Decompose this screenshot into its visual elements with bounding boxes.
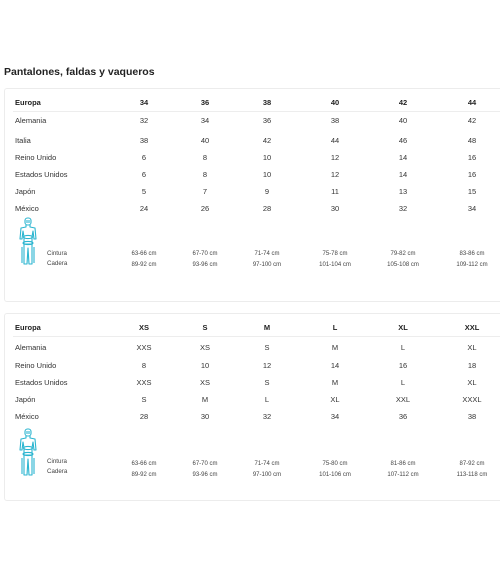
table-row [5,358,500,374]
table-cell: 36 [262,116,272,125]
hip-value: 109-112 cm [456,262,488,268]
measurement-cell [114,459,174,481]
table-cell: 36 [200,98,210,107]
row-label: Europa [15,98,41,107]
table-cell: L [400,343,406,352]
table-cell: 38 [330,116,340,125]
table-row [5,184,500,200]
table-cell: 7 [202,187,208,196]
waist-value: 67-70 cm [192,251,218,257]
table-cell: 24 [139,204,149,213]
waist-value: 71-74 cm [254,461,280,467]
row-divider [13,336,500,337]
hip-value: 113-118 cm [456,472,488,478]
hip-value: 101-106 cm [319,472,351,478]
table-cell: XS [199,343,210,352]
measurement-cell [305,249,365,271]
measurement-cell [305,459,365,481]
table-cell: 34 [467,204,477,213]
table-cell: S [141,395,147,404]
table-cell: L [264,395,270,404]
table-cell: 10 [262,170,272,179]
table-cell: 14 [330,361,340,370]
table-cell: 13 [398,187,408,196]
table-cell: 46 [398,136,408,145]
table-cell: 8 [141,361,147,370]
table-cell: 16 [467,153,477,162]
table-cell: 40 [398,116,408,125]
measurement-cell [175,249,235,271]
table-cell: 14 [398,153,408,162]
measurement-cell [237,249,297,271]
table-cell: 26 [200,204,210,213]
table-cell: 28 [262,204,272,213]
table-cell: 42 [467,116,477,125]
measurement-labels [47,249,67,269]
table-row [5,113,500,129]
table-cell: 40 [200,136,210,145]
table-cell: 38 [262,98,272,107]
measurement-cell [373,459,433,481]
waist-value: 83-86 cm [459,251,485,257]
hip-label: Cadera [47,260,68,267]
measurement-labels [47,457,67,477]
table-cell: L [400,378,406,387]
table-cell: S [202,323,208,332]
row-label: Europa [15,323,41,332]
measurement-cell [237,459,297,481]
table-cell: M [331,378,339,387]
table-cell: 6 [141,170,147,179]
waist-value: 75-80 cm [322,461,348,467]
table-cell: 36 [398,412,408,421]
table-cell: 32 [398,204,408,213]
table-cell: 12 [262,361,272,370]
table-cell: 34 [330,412,340,421]
table-cell: 30 [330,204,340,213]
table-cell: XL [467,343,477,352]
waist-value: 79-82 cm [390,251,416,257]
measurement-cell [442,459,500,481]
table-cell: 40 [330,98,340,107]
table-row [5,340,500,356]
table-cell: 44 [330,136,340,145]
table-cell: 16 [398,361,408,370]
table-cell: XS [138,323,149,332]
waist-value: 75-78 cm [322,251,348,257]
table-cell: XXXL [462,395,482,404]
table-cell: 44 [467,98,477,107]
table-cell: 32 [262,412,272,421]
table-cell: 10 [200,361,210,370]
measurement-cell [442,249,500,271]
table-cell: 12 [330,153,340,162]
table-cell: 42 [398,98,408,107]
row-label: Reino Unido [15,361,57,370]
hip-value: 93-96 cm [192,262,218,268]
table-cell: 28 [139,412,149,421]
row-label: Reino Unido [15,153,57,162]
measurement-cell [373,249,433,271]
table-cell: M [331,343,339,352]
table-cell: S [264,378,270,387]
hip-value: 105-108 cm [387,262,419,268]
table-header-row [5,320,500,336]
table-cell: S [264,343,270,352]
table-cell: 11 [331,187,339,196]
table-cell: M [201,395,209,404]
page-title: Pantalones, faldas y vaqueros [4,66,155,78]
table-row [5,375,500,391]
row-divider [13,111,500,112]
table-cell: XL [330,395,340,404]
row-label: Japón [15,187,36,196]
row-label: Japón [15,395,36,404]
measurement-cell [114,249,174,271]
row-label: Alemania [15,343,47,352]
hip-value: 97-100 cm [252,472,282,478]
table-cell: 6 [141,153,147,162]
row-label: Alemania [15,116,47,125]
table-cell: 8 [202,153,208,162]
table-cell: L [332,323,338,332]
hip-value: 107-112 cm [387,472,419,478]
table-cell: 14 [398,170,408,179]
body-measurement-icon [17,428,39,478]
table-row [5,167,500,183]
row-label: Estados Unidos [15,170,68,179]
table-cell: 18 [467,361,477,370]
table-cell: 34 [139,98,149,107]
table-row [5,392,500,408]
row-label: México [15,204,39,213]
hip-value: 97-100 cm [252,262,282,268]
size-table-panel [4,88,500,302]
row-label: México [15,412,39,421]
waist-value: 63-66 cm [131,461,157,467]
waist-value: 87-92 cm [459,461,485,467]
table-row [5,150,500,166]
table-cell: 16 [467,170,477,179]
hip-value: 89-92 cm [131,262,157,268]
waist-label: Cintura [47,458,67,465]
row-label: Estados Unidos [15,378,68,387]
waist-value: 67-70 cm [192,461,218,467]
hip-value: 93-96 cm [192,472,218,478]
body-measurement-icon [17,217,39,267]
table-cell: 38 [467,412,477,421]
table-cell: XXL [395,395,411,404]
waist-value: 63-66 cm [131,251,157,257]
row-label: Italia [15,136,31,145]
table-cell: XL [398,323,408,332]
table-cell: 34 [200,116,210,125]
table-cell: 15 [467,187,477,196]
table-header-row [5,95,500,111]
table-cell: 10 [262,153,272,162]
table-row [5,133,500,149]
waist-value: 71-74 cm [254,251,280,257]
table-row [5,201,500,217]
hip-value: 89-92 cm [131,472,157,478]
table-cell: 32 [139,116,149,125]
table-cell: 48 [467,136,477,145]
table-cell: 38 [139,136,149,145]
table-cell: XXL [464,323,480,332]
table-cell: 5 [141,187,147,196]
table-row [5,409,500,425]
hip-value: 101-104 cm [319,262,351,268]
table-cell: M [263,323,271,332]
waist-label: Cintura [47,250,67,257]
table-cell: 9 [264,187,270,196]
table-cell: 8 [202,170,208,179]
waist-value: 81-86 cm [390,461,416,467]
size-table-panel [4,313,500,501]
table-cell: XXS [136,343,152,352]
table-cell: XL [467,378,477,387]
table-cell: 12 [330,170,340,179]
measurement-cell [175,459,235,481]
table-cell: XXS [136,378,152,387]
table-cell: 30 [200,412,210,421]
hip-label: Cadera [47,468,68,475]
table-cell: 42 [262,136,272,145]
table-cell: XS [199,378,210,387]
